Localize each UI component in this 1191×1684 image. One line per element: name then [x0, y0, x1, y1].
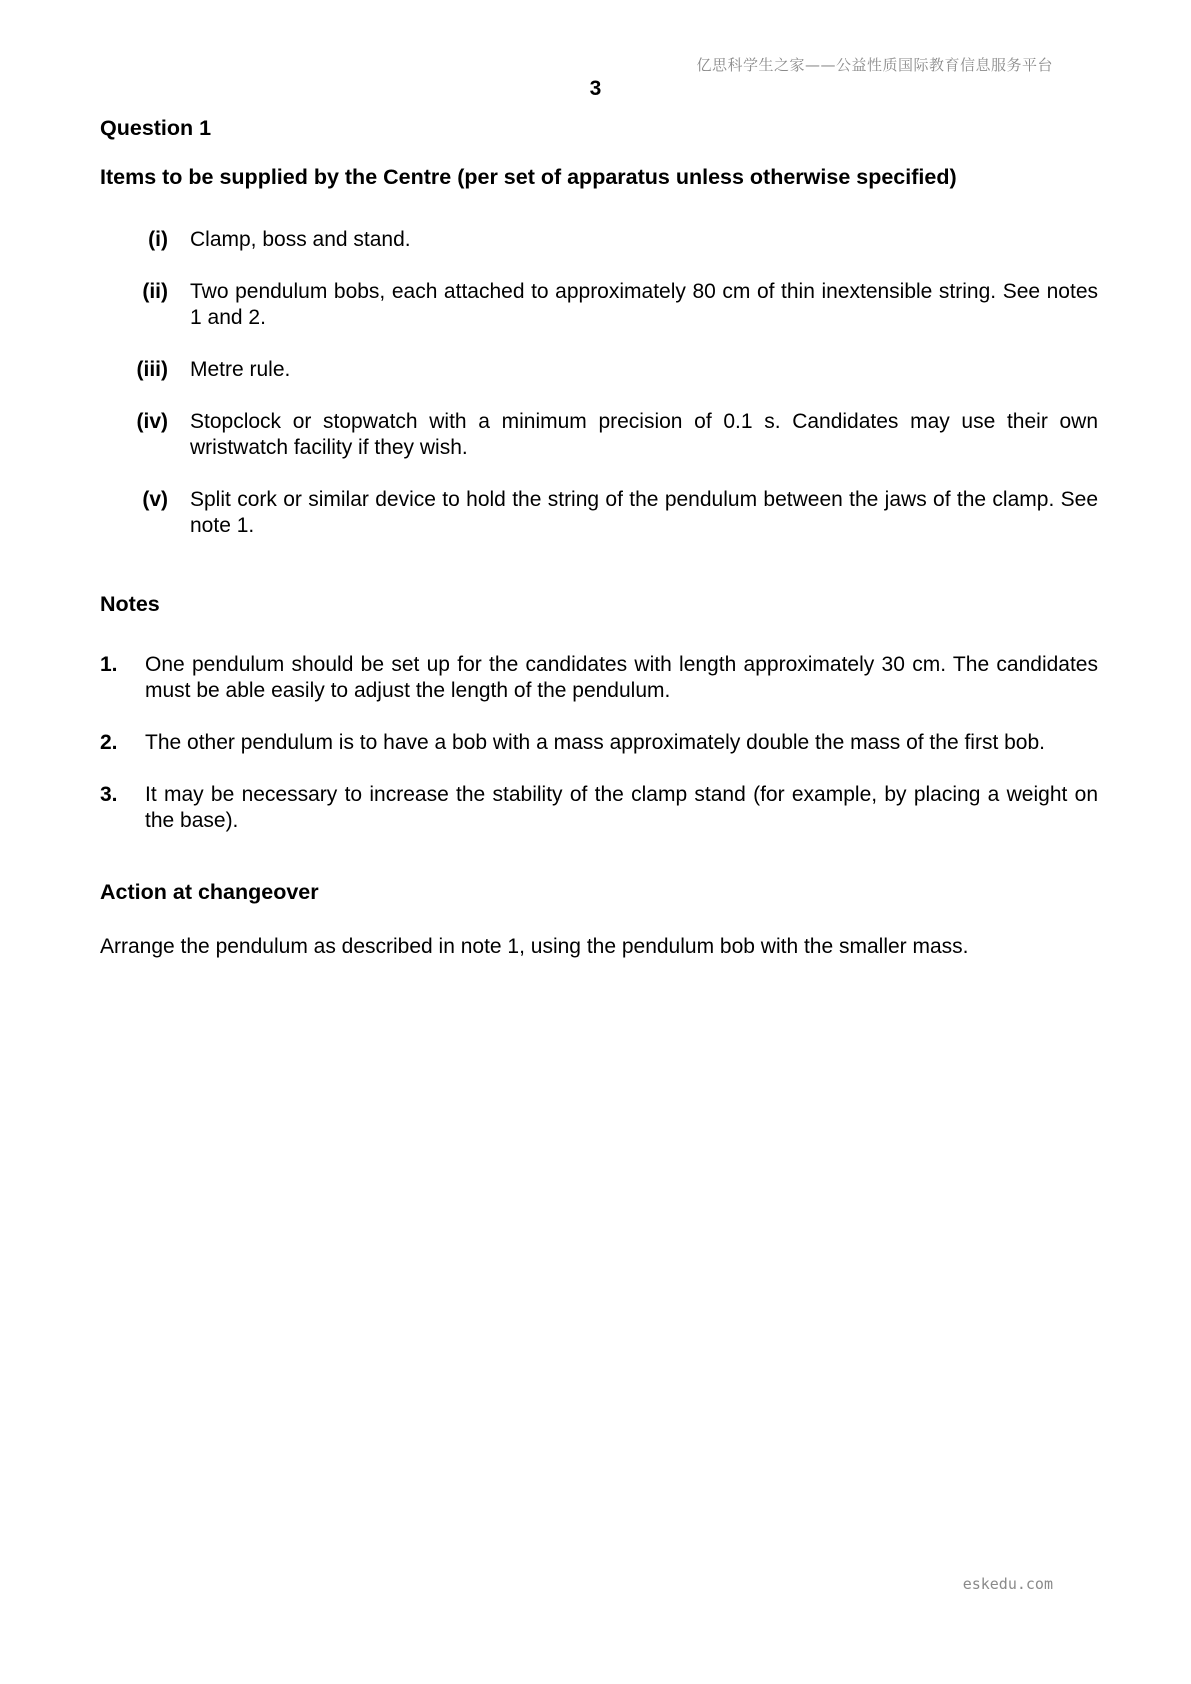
list-item [100, 782, 1098, 834]
list-item [100, 487, 1098, 539]
item-marker: (iv) [136, 410, 168, 433]
action-text: Arrange the pendulum as described in note 1, using the pendulum bob with the smaller mass. [100, 935, 969, 958]
item-text: Metre rule. [190, 358, 291, 381]
apparatus-list [100, 227, 1098, 565]
item-text: Stopclock or stopwatch with a minimum precision of 0.1 s. Candidates may use their own wristwatch facility if they wish. [190, 410, 1098, 459]
item-text: Split cork or similar device to hold the string of the pendulum between the jaws of the clamp. See note 1. [190, 488, 1098, 537]
note-marker: 1. [100, 653, 118, 676]
note-marker: 2. [100, 731, 118, 754]
note-text: One pendulum should be set up for the candidates with length approximately 30 cm. The candidates must be able easily to adjust the length of the pendulum. [145, 653, 1098, 702]
item-text: Two pendulum bobs, each attached to approximately 80 cm of thin inextensible string. See notes 1 and 2. [190, 280, 1098, 329]
note-text: It may be necessary to increase the stability of the clamp stand (for example, by placing a weight on the base). [145, 783, 1098, 832]
list-item [100, 279, 1098, 331]
item-marker: (i) [148, 228, 168, 251]
question-title: Question 1 [100, 116, 212, 140]
list-item [100, 652, 1098, 704]
header-watermark: 亿思科学生之家——公益性质国际教育信息服务平台 [696, 56, 1053, 74]
items-heading: Items to be supplied by the Centre (per set of apparatus unless otherwise specified) [100, 165, 957, 189]
notes-title: Notes [100, 592, 160, 616]
item-marker: (v) [142, 488, 168, 511]
note-marker: 3. [100, 783, 118, 806]
item-marker: (iii) [136, 358, 168, 381]
page-number: 3 [589, 77, 602, 100]
list-item [100, 357, 1098, 383]
footer-watermark: eskedu.com [962, 1575, 1053, 1593]
note-text: The other pendulum is to have a bob with a mass approximately double the mass of the first bob. [145, 731, 1045, 754]
list-item [100, 409, 1098, 461]
item-text: Clamp, boss and stand. [190, 228, 411, 251]
list-item [100, 227, 1098, 253]
item-marker: (ii) [142, 280, 168, 303]
notes-list [100, 652, 1098, 860]
action-title: Action at changeover [100, 880, 319, 904]
list-item [100, 730, 1098, 756]
